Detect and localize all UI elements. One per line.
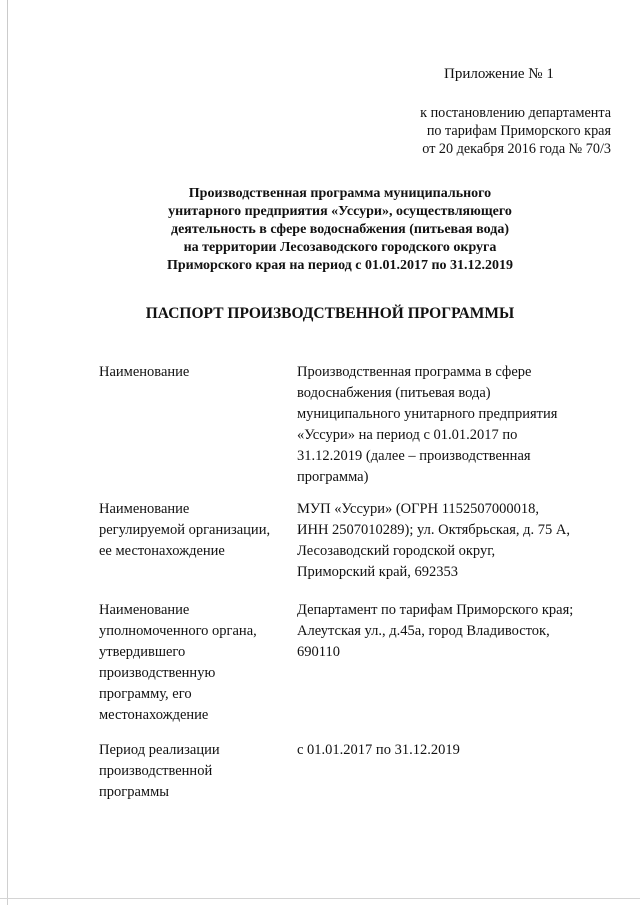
- row-value: [297, 499, 617, 583]
- row-value: [297, 740, 617, 761]
- row-value-line: 31.12.2019 (далее – производственная: [297, 448, 531, 464]
- row-label-line: регулируемой организации,: [99, 522, 271, 538]
- passport-heading: ПАСПОРТ ПРОИЗВОДСТВЕННОЙ ПРОГРАММЫ: [145, 305, 515, 322]
- row-value-line: Алеутская ул., д.45а, город Владивосток,: [297, 623, 550, 639]
- row-label-line: местонахождение: [99, 707, 209, 723]
- row-label-line: Наименование: [99, 602, 190, 618]
- scan-bottom-edge: [0, 898, 640, 899]
- row-value-line: Приморский край, 692353: [297, 564, 459, 580]
- row-label-line: программу, его: [99, 686, 192, 702]
- row-label-line: Период реализации: [99, 742, 220, 758]
- row-label-line: Наименование: [99, 501, 190, 517]
- row-label-line: производственную: [99, 665, 216, 681]
- decree-line: по тарифам Приморского края: [426, 123, 611, 139]
- row-value-line: муниципального унитарного предприятия: [297, 406, 558, 422]
- program-title-line: на территории Лесозаводского городского округа: [183, 240, 497, 255]
- row-value-line: МУП «Уссури» (ОГРН 1152507000018,: [297, 501, 540, 517]
- row-label-line: программы: [99, 784, 169, 800]
- row-value-line: с 01.01.2017 по 31.12.2019: [297, 742, 460, 758]
- row-value-line: Департамент по тарифам Приморского края;: [297, 602, 574, 618]
- appendix-number: Приложение № 1: [444, 66, 554, 82]
- row-label-line: уполномоченного органа,: [99, 623, 257, 639]
- row-value-line: Производственная программа в сфере: [297, 364, 532, 380]
- row-value-line: 690110: [297, 644, 340, 660]
- row-value-line: программа): [297, 469, 369, 485]
- program-title-line: Приморского края на период с 01.01.2017 по 31.12.2019: [166, 258, 514, 273]
- row-label: [99, 600, 289, 726]
- row-value: [297, 600, 617, 663]
- program-title-line: деятельность в сфере водоснабжения (питьевая вода): [171, 222, 509, 237]
- program-title-line: унитарного предприятия «Уссури», осуществляющего: [168, 204, 512, 219]
- program-title: [40, 185, 640, 275]
- row-value-line: водоснабжения (питьевая вода): [297, 385, 491, 401]
- row-value: [297, 362, 617, 488]
- row-label-line: Наименование: [99, 364, 190, 380]
- decree-reference: [381, 104, 611, 158]
- scan-left-edge: [7, 0, 8, 905]
- decree-line: к постановлению департамента: [420, 105, 611, 121]
- decree-line: от 20 декабря 2016 года № 70/3: [422, 141, 611, 157]
- row-label: [99, 499, 289, 562]
- row-label-line: ее местонахождение: [99, 543, 225, 559]
- row-label-line: утвердившего: [99, 644, 186, 660]
- program-title-line: Производственная программа муниципального: [188, 186, 492, 201]
- row-value-line: «Уссури» на период с 01.01.2017 по: [297, 427, 518, 443]
- row-label: [99, 362, 289, 383]
- row-label-line: производственной: [99, 763, 213, 779]
- row-value-line: Лесозаводский городской округ,: [297, 543, 496, 559]
- row-value-line: ИНН 2507010289); ул. Октябрьская, д. 75 А,: [297, 522, 570, 538]
- row-label: [99, 740, 289, 803]
